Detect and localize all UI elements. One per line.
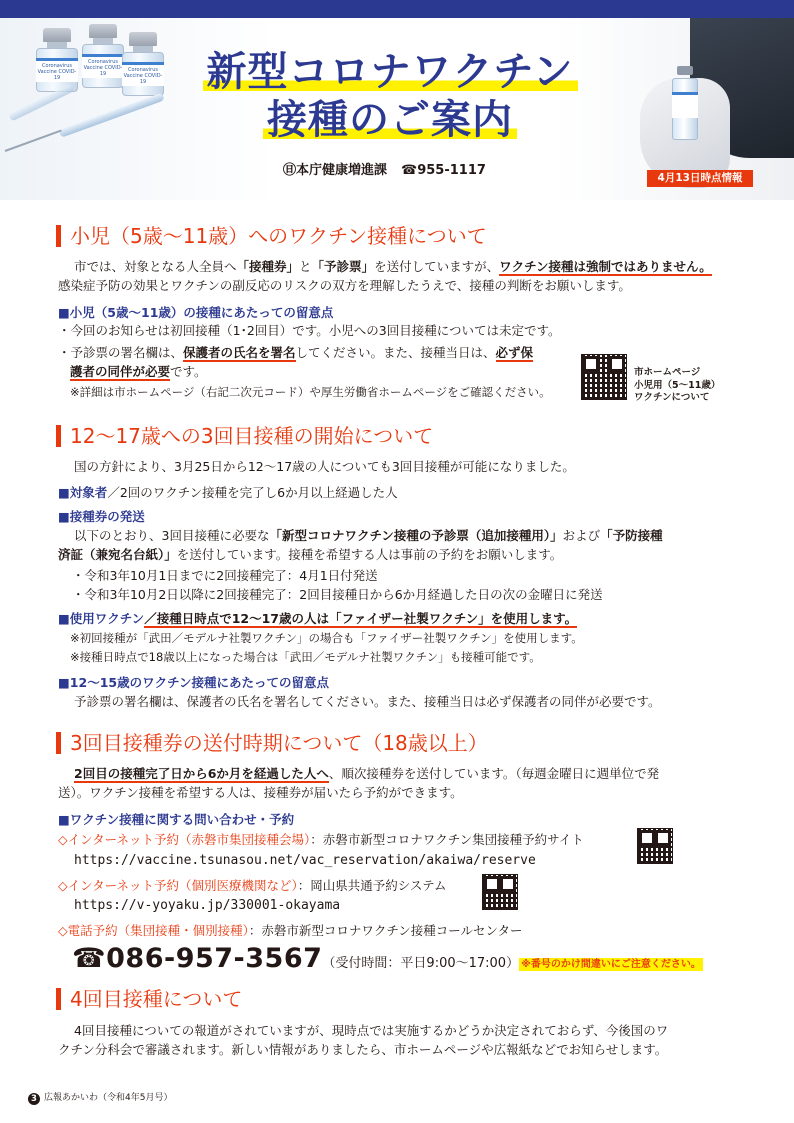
section-heading-teen-third-dose: 12〜17歳への3回目接種の開始について [56,422,433,450]
ticket-bullet-1: ・令和3年10月1日までに2回接種完了：4月1日付発送 [72,568,378,583]
date-badge: 4月13日時点情報 [647,170,753,187]
vaccine-vial-image: Coronavirus Vaccine COVID-19 [80,24,126,88]
qr-caption-child: 市ホームページ 小児用（5〜11歳） ワクチンについて [634,367,721,403]
section3-paragraph: 2回目の接種完了日から6か月を経過した人へ、順次接種券を送付しています。（毎週金曜日に週単位で発 [74,766,660,781]
section-heading-fourth-dose: 4回目接種について [56,985,242,1013]
needle-image [5,130,62,152]
teen-caution-text: 予診票の署名欄は、保護者の氏名を署名してください。また、接種当日は必ず保護者の同伴が必要です。 [74,694,661,709]
qr-code-group-reservation[interactable] [637,828,673,864]
ticket-paragraph-line2: 済証（兼宛名台紙）」を送付しています。接種を希望する人は事前の予約をお願いします。 [58,547,563,562]
vaccine-vial-image: Coronavirus Vaccine COVID-19 [120,32,166,96]
section3-paragraph-line2: 送）。ワクチン接種を希望する人は、接種券が届いたら予約ができます。 [58,785,463,800]
top-bar [0,0,794,18]
page-number: 3 [28,1093,40,1105]
ticket-subheading: ■接種券の発送 [58,509,145,524]
call-center-phone [72,938,703,980]
phone-number[interactable]: ☎086-957-3567 [72,943,323,974]
qr-code-child-vaccine[interactable] [581,354,627,400]
department-phone: ☎955-1117 [401,163,486,178]
contact-subheading: ■ワクチン接種に関する問い合わせ・予約 [58,812,295,827]
child-detail-note: ※詳細は市ホームページ（右記二次元コード）や厚生労働省ホームページをご確認ください。 [70,385,551,399]
department-contact [283,161,486,181]
contact-phone: ◇電話予約（集団接種・個別接種）：赤磐市新型コロナワクチン接種コールセンター [58,923,523,938]
dial-warning: ※番号のかけ間違いにご注意ください。 [521,959,701,970]
call-hours: （受付時間：平日9:00〜17:00） [322,956,520,971]
section4-paragraph: 4回目接種についての報道がされていますが、現時点では実施するかどうか決定されておらず、今後国のワ [74,1023,669,1038]
teen-caution-subheading: ■12〜15歳のワクチン接種にあたっての留意点 [58,675,329,690]
section1-paragraph: 市では、対象となる人全員へ「接種券」と「予診票」を送付していますが、ワクチン接種は強制ではありません。 [74,259,712,274]
department-name: ㊐本庁健康増進課 [283,163,388,178]
section4-paragraph-line2: クチン分科会で審議されます。新しい情報がありましたら、市ホームページや広報紙などでお知らせします。 [58,1042,668,1057]
publication-name: 広報あかいわ（令和4年5月号） [44,1093,173,1103]
section-heading-ticket-timing: 3回目接種券の送付時期について（18歳以上） [56,729,488,757]
contact-internet-individual: ◇インターネット予約（個別医療機関など）：岡山県共通予約システム [58,878,447,893]
contact-internet-group: ◇インターネット予約（赤磐市集団接種会場）：赤磐市新型コロナワクチン集団接種予約サイト [58,832,584,847]
title-line-1: 新型コロナワクチン [203,48,578,96]
child-note-bullet-1: ・今回のお知らせは初回接種（1･2回目）です。小児への3回目接種については未定です。 [58,323,561,338]
ticket-bullet-2: ・令和3年10月2日以降に2回接種完了：2回目接種日から6か月経過した日の次の金曜日に発送 [72,587,603,602]
section1-paragraph-line2: 感染症予防の効果とワクチンの副反応のリスクの双方を理解したうえで、接種の判断をお願いします。 [58,278,631,293]
title-line-2: 接種のご案内 [263,96,517,144]
child-note-bullet-2: ・予診票の署名欄は、保護者の氏名を署名してください。また、接種当日は、必ず保 護者の同伴が必要です。 [58,345,534,380]
okayama-reservation-link[interactable]: https://v-yoyaku.jp/330001-okayama [74,898,341,913]
vaccine-note-2: ※接種日時点で18歳以上になった場合は「武田／モデルナ社製ワクチン」も接種可能です。 [70,650,541,664]
syringe-image [59,93,165,138]
held-vial-image [672,66,698,140]
section2-paragraph: 国の方針により、3月25日から12〜17歳の人についても3回目接種が可能になりました。 [74,459,575,474]
vaccine-vial-image: Coronavirus Vaccine COVID-19 [34,28,80,92]
qr-code-okayama-reservation[interactable] [482,874,518,910]
group-reservation-link[interactable]: https://vaccine.tsunasou.net/vac_reservation/akaiwa/reserve [74,853,536,868]
ticket-paragraph: 以下のとおり、3回目接種に必要な「新型コロナワクチン接種の予診票（追加接種用）」および「予防接種 [74,528,663,543]
child-notes-subheading: ■小児（5歳〜11歳）の接種にあたっての留意点 [58,305,334,320]
page-footer [28,1092,172,1106]
vaccine-note-1: ※初回接種が「武田／モデルナ社製ワクチン」の場合も「ファイザー社製ワクチン」を使用します。 [70,631,583,645]
target-subheading: ■対象者／2回のワクチン接種を完了し6か月以上経過した人 [58,485,398,500]
section-heading-child-vaccination: 小児（5歳〜11歳）へのワクチン接種について [56,222,487,250]
page-title [180,48,600,144]
vaccine-used-subheading: ■使用ワクチン／接種日時点で12〜17歳の人は「ファイザー社製ワクチン」を使用します。 [58,611,578,626]
